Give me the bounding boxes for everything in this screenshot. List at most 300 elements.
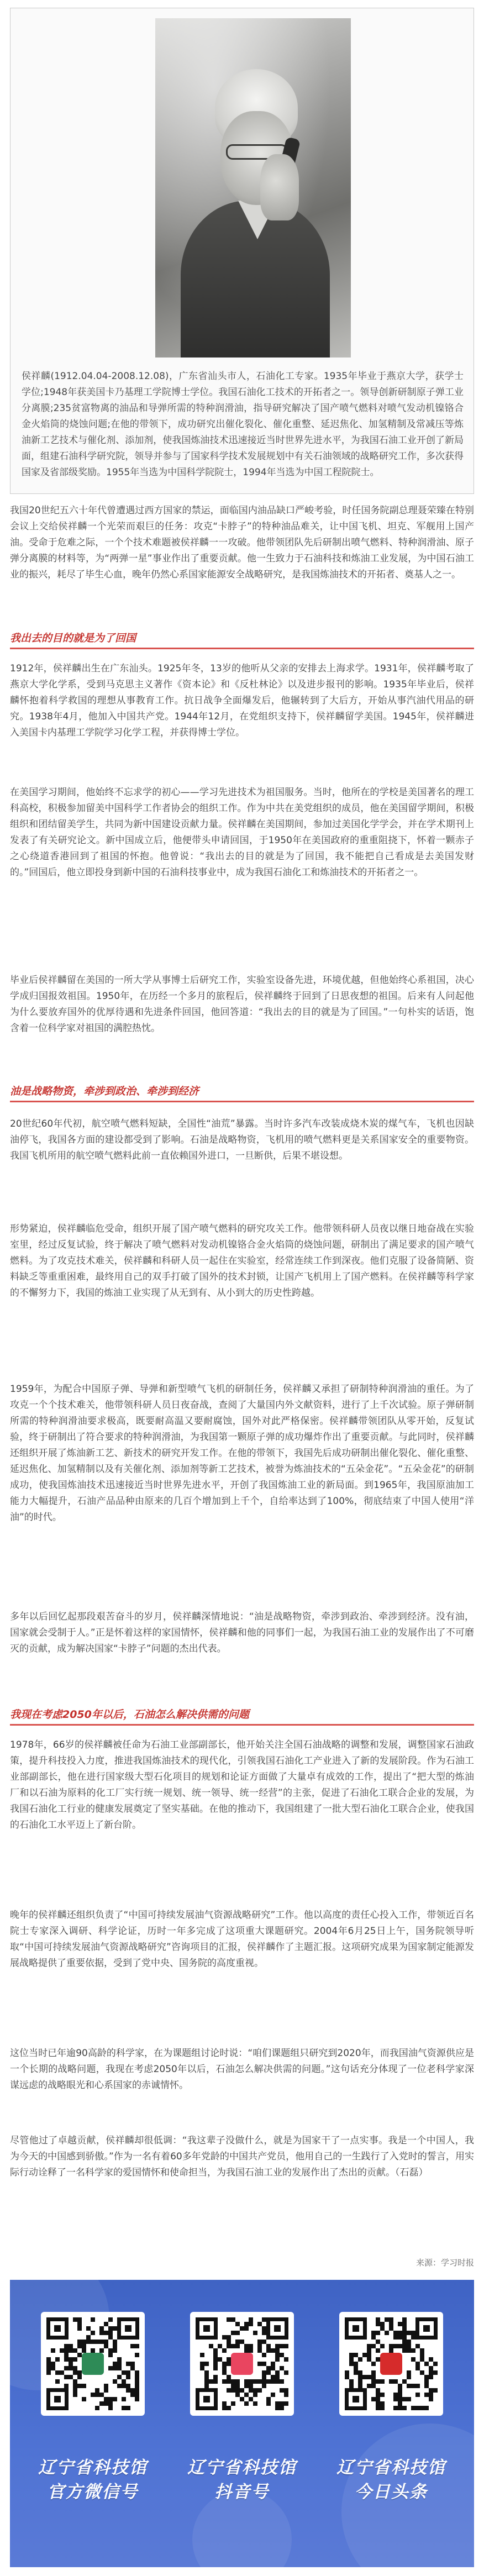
qr-module [284, 2401, 288, 2406]
qr-module [280, 2353, 284, 2357]
qr-module [77, 2326, 82, 2331]
qr-module [280, 2379, 284, 2384]
qr-module [433, 2370, 438, 2375]
qr-module [358, 2357, 362, 2362]
qr-module [64, 2353, 69, 2357]
qr-module [402, 2379, 407, 2384]
qr-center-logo-icon [82, 2353, 104, 2375]
qr-module [411, 2406, 415, 2410]
qr-module [393, 2335, 398, 2340]
qr-module [99, 2348, 104, 2353]
qr-module [108, 2353, 113, 2357]
qr-module [227, 2340, 231, 2344]
qr-module [64, 2348, 69, 2353]
qr-module [402, 2322, 407, 2326]
qr-module [218, 2357, 222, 2362]
qr-module [280, 2406, 284, 2410]
qr-module [402, 2344, 407, 2348]
qr-module [113, 2397, 117, 2401]
qr-module [200, 2362, 204, 2366]
qr-module [218, 2344, 222, 2348]
qr-module [371, 2362, 376, 2366]
qr-module [244, 2384, 249, 2388]
section-2-paragraph-4: 多年以后回忆起那段艰苦奋斗的岁月，侯祥麟深情地说：“油是战略物资，牵涉到政治、牵涉到经济。没有油，国家就会受制于人。”正是怀着这样的家国情怀，侯祥麟和他的同事们一起，为我国石油工业的发展作出了不可磨灭的贡献，成为解决国家“卡脖子”问题的杰出代表。 [10, 1611, 474, 1654]
qr-module [376, 2401, 380, 2406]
qr-module [407, 2397, 411, 2401]
section-1-paragraph-1: 1912年，侯祥麟出生在广东汕头。1925年冬，13岁的他听从父亲的安排去上海求学。1931年，侯祥麟考取了燕京大学化学系，受到马克思主义著作《资本论》和《反杜林论》以及进步报刊的影响。1935年毕业后，侯祥麟怀抱着科学救国的理想从事教育工作。抗日战争全面爆发后，他辗转到了大后方，开始从事汽油代用品的研究。1938年4月，他加入中国共产党。1944年12月，在党组织支持下，侯祥麟留学美国。1945年，侯祥麟进入美国卡内基理工学院学习化学工程，并获得博士学位。 [10, 663, 474, 738]
qr-module [117, 2375, 122, 2379]
qr-module [86, 2326, 91, 2331]
qr-module [222, 2401, 227, 2406]
qr-module [420, 2406, 424, 2410]
qr-module [95, 2388, 99, 2393]
qr-module [253, 2331, 257, 2335]
qr-module [385, 2317, 389, 2322]
qr-module [407, 2384, 411, 2388]
qr-module [371, 2379, 376, 2384]
qr-module [407, 2375, 411, 2379]
qr-module [46, 2362, 51, 2366]
qr-module [266, 2401, 271, 2406]
qr-module [367, 2344, 371, 2348]
qr-module [244, 2401, 249, 2406]
qr-module [122, 2406, 126, 2410]
qr-module [227, 2317, 231, 2322]
qr-module [135, 2379, 139, 2384]
qr-module [262, 2353, 266, 2357]
qr-module [235, 2344, 240, 2348]
qr-module [126, 2362, 130, 2366]
qr-module [104, 2388, 108, 2393]
qr-finder-pattern [196, 2317, 218, 2340]
qr-module [358, 2370, 362, 2375]
qr-module [358, 2375, 362, 2379]
qr-module [200, 2353, 204, 2357]
qr-module [73, 2357, 77, 2362]
qr-module [420, 2353, 424, 2357]
qr-module [117, 2366, 122, 2370]
qr-module [108, 2317, 113, 2322]
qr-module [385, 2331, 389, 2335]
qr-module [411, 2348, 415, 2353]
qr-module [402, 2397, 407, 2401]
qr-module [257, 2344, 262, 2348]
qr-module [55, 2379, 60, 2384]
qr-module [393, 2397, 398, 2401]
qr-module [398, 2384, 402, 2388]
qr-module [380, 2344, 385, 2348]
section-divider-3 [10, 1724, 474, 1726]
qr-module [402, 2331, 407, 2335]
qr-module [209, 2344, 213, 2348]
qr-module [126, 2388, 130, 2393]
qr-code-douyin[interactable] [190, 2312, 294, 2416]
qr-module [99, 2326, 104, 2331]
qr-module [51, 2348, 55, 2353]
qr-module [380, 2406, 385, 2410]
qr-module [113, 2344, 117, 2348]
qr-module [227, 2335, 231, 2340]
qr-module [91, 2348, 95, 2353]
qr-module [117, 2384, 122, 2388]
qr-module [249, 2348, 253, 2353]
qr-module [345, 2370, 349, 2375]
qr-module [393, 2406, 398, 2410]
qr-module [249, 2388, 253, 2393]
qr-module [398, 2331, 402, 2335]
qr-module [104, 2344, 108, 2348]
qr-module [349, 2384, 354, 2388]
qr-module [257, 2340, 262, 2344]
qr-module [231, 2401, 235, 2406]
qr-module [262, 2370, 266, 2375]
qr-module [407, 2340, 411, 2344]
qr-module [402, 2317, 407, 2322]
footer-label-douyin: 辽宁省科技馆 抖音号 [187, 2458, 297, 2502]
qr-module [126, 2370, 130, 2375]
qr-module [135, 2388, 139, 2393]
qr-module [411, 2384, 415, 2388]
qr-module [407, 2370, 411, 2375]
qr-module [367, 2348, 371, 2353]
qr-module [371, 2375, 376, 2379]
qr-module [253, 2388, 257, 2393]
qr-finder-pattern [46, 2388, 69, 2410]
qr-module [244, 2344, 249, 2348]
qr-module [349, 2353, 354, 2357]
qr-module [257, 2362, 262, 2366]
qr-module [249, 2322, 253, 2326]
qr-module [376, 2393, 380, 2397]
section-3-paragraph-4: 尽管他过了卓越贡献，侯祥麟却很低调：“我这辈子没做什么，就是为国家干了一点实事。我是一个中国人，我为今天的中国感到骄傲。”作为一名有着60多年党龄的中国共产党员，他用自己的一生践行了入党时的誓言，用实际行动诠释了一名科学家的爱国情怀和使命担当，为我国石油工业的发展作出了杰出的贡献。（石磊） [10, 2135, 474, 2178]
qr-module [376, 2388, 380, 2393]
qr-finder-pattern [345, 2388, 367, 2410]
qr-module [367, 2353, 371, 2357]
qr-module [398, 2388, 402, 2393]
qr-finder-pattern [266, 2317, 288, 2340]
qr-module [266, 2348, 271, 2353]
qr-finder-pattern [415, 2317, 438, 2340]
section-2-paragraph-3: 1959年，为配合中国原子弹、导弹和新型喷气飞机的研制任务，侯祥麟又承担了研制特种润滑油的重任。为了攻克一个个技术难关，他带领科研人员日夜奋战，查阅了大量国内外文献资料，进行了上千次试验。原子弹研制所需的特种润滑油要求极高，既要耐高温又要耐腐蚀，国外对此严格保密。侯祥麟带领团队从零开始，反复试验，终于研制出了符合要求的特种润滑油，为我国第一颗原子弹的成功爆炸作出了重要贡献。与此同时，侯祥麟还组织开展了炼油新工艺、新技术的研究开发工作。在他的带领下，我国先后成功研制出催化裂化、催化重整、延迟焦化、加氢精制以及有关催化剂、添加剂等新工艺技术，被誉为炼油技术的“五朵金花”。“五朵金花”的研制成功，使我国炼油技术迅速接近当时世界先进水平，开创了我国炼油工业的新局面。到1965年，我国原油加工能力大幅提升，石油产品品种由原来的几百个增加到上千个，自给率达到了100%，彻底结束了中国人使用“洋油”的时代。 [10, 1384, 474, 1523]
qr-module [389, 2326, 393, 2331]
qr-module [354, 2362, 358, 2366]
qr-module [240, 2388, 244, 2393]
qr-module [86, 2335, 91, 2340]
qr-module [398, 2344, 402, 2348]
qr-module [204, 2370, 209, 2375]
qr-module [46, 2357, 51, 2362]
qr-module [424, 2393, 429, 2397]
qr-module [275, 2348, 280, 2353]
qr-module [82, 2397, 86, 2401]
qr-module [415, 2366, 420, 2370]
portrait-photo [155, 18, 351, 358]
qr-module [222, 2366, 227, 2370]
qr-module [130, 2362, 135, 2366]
section-2-paragraph-2: 形势紧迫，侯祥麟临危受命，组织开展了国产喷气燃料的研究攻关工作。他带领科研人员夜以继日地奋战在实验室里，经过反复试验，终于解决了喷气燃料对发动机镍铬合金火焰筒的烧蚀问题，研制出了满足要求的国产喷气燃料。为了攻克技术难关，侯祥麟和科研人员一起住在实验室，经常连续工作到深夜。他们克服了设备简陋、资料缺乏等重重困难，最终用自己的双手打破了国外的技术封锁，让国产飞机用上了国产燃料。在侯祥麟等科学家的不懈努力下，我国的炼油工业实现了从无到有、从小到大的历史性跨越。 [10, 1223, 474, 1298]
qr-module [130, 2388, 135, 2393]
qr-module [433, 2362, 438, 2366]
qr-module [424, 2384, 429, 2388]
qr-module [433, 2388, 438, 2393]
qr-module [420, 2357, 424, 2362]
qr-module [407, 2348, 411, 2353]
qr-module [55, 2357, 60, 2362]
qr-center-logo-icon [380, 2353, 402, 2375]
qr-module [380, 2379, 385, 2384]
qr-module [415, 2344, 420, 2348]
qr-module [376, 2322, 380, 2326]
qr-module [398, 2335, 402, 2340]
qr-module [429, 2397, 433, 2401]
qr-module [407, 2344, 411, 2348]
qr-module [77, 2384, 82, 2388]
qr-module [213, 2362, 218, 2366]
qr-module [354, 2366, 358, 2370]
qr-module [411, 2357, 415, 2362]
qr-module [77, 2375, 82, 2379]
qr-module [104, 2331, 108, 2335]
qr-module [227, 2357, 231, 2362]
qr-module [130, 2366, 135, 2370]
section-title-1: 我出去的目的就是为了回国 [10, 632, 136, 644]
qr-module [376, 2379, 380, 2384]
qr-module [380, 2322, 385, 2326]
qr-module [60, 2348, 64, 2353]
qr-module [275, 2379, 280, 2384]
qr-module [231, 2379, 235, 2384]
qr-module [244, 2379, 249, 2384]
qr-module [108, 2331, 113, 2335]
qr-module [104, 2340, 108, 2344]
qr-module [204, 2375, 209, 2379]
qr-code-wechat[interactable] [41, 2312, 145, 2416]
qr-module [411, 2331, 415, 2335]
qr-module [99, 2331, 104, 2335]
qr-module [262, 2340, 266, 2344]
qr-module [227, 2362, 231, 2366]
footer-label-wechat: 辽宁省科技馆 官方微信号 [38, 2458, 148, 2502]
qr-module [113, 2362, 117, 2366]
qr-module [367, 2375, 371, 2379]
qr-module [262, 2326, 266, 2331]
qr-module [424, 2362, 429, 2366]
qr-module [135, 2384, 139, 2388]
qr-module [231, 2388, 235, 2393]
qr-module [284, 2393, 288, 2397]
qr-module [135, 2375, 139, 2379]
qr-module [227, 2406, 231, 2410]
qr-module [257, 2388, 262, 2393]
profile-card [10, 8, 474, 494]
qr-module [122, 2370, 126, 2375]
section-divider-2 [10, 1101, 474, 1102]
qr-module [235, 2379, 240, 2384]
qr-module [135, 2344, 139, 2348]
qr-module [249, 2379, 253, 2384]
qr-module [69, 2348, 73, 2353]
qr-module [415, 2393, 420, 2397]
qr-module [411, 2335, 415, 2340]
qr-module [82, 2344, 86, 2348]
qr-module [284, 2357, 288, 2362]
qr-module [266, 2397, 271, 2401]
qr-module [235, 2384, 240, 2388]
qr-module [371, 2370, 376, 2375]
qr-module [415, 2362, 420, 2366]
qr-module [398, 2406, 402, 2410]
qr-module [262, 2317, 266, 2322]
qr-module [376, 2348, 380, 2353]
qr-module [275, 2375, 280, 2379]
qr-module [104, 2322, 108, 2326]
qr-module [113, 2366, 117, 2370]
qr-module [362, 2375, 367, 2379]
qr-module [64, 2384, 69, 2388]
qr-module [362, 2353, 367, 2357]
section-1-paragraph-2: 在美国学习期间，他始终不忘求学的初心——学习先进技术为祖国服务。当时，他所在的学校是美国著名的理工科高校，积极参加留美中国科学工作者协会的组织工作。作为中共在美党组织的成员，他在美国留学期间，积极组织和团结留美学生，共同为新中国建设贡献力量。侯祥麟在美国期间，参加过美国化学学会，并在学术期刊上发表了有关研究论文。新中国成立后，他便带头申请回国，于1950年在美国政府的重重阻挠下，怀着一颗赤子之心绕道香港回到了祖国的怀抱。他曾说：“我出去的目的就是为了回国，我不能把自己看成是去美国发财的。”回国后，他立即投身到新中国的石油科技事业中，成为我国石油化工和炼油技术的开拓者之一。 [10, 787, 474, 878]
qr-module [429, 2366, 433, 2370]
qr-module [91, 2340, 95, 2344]
qr-module [113, 2379, 117, 2384]
qr-module [266, 2366, 271, 2370]
qr-module [389, 2348, 393, 2353]
qr-module [402, 2348, 407, 2353]
qr-module [104, 2401, 108, 2406]
qr-module [345, 2375, 349, 2379]
qr-module [77, 2322, 82, 2326]
qr-module [271, 2393, 275, 2397]
qr-module [257, 2379, 262, 2384]
qr-module [73, 2366, 77, 2370]
qr-module [380, 2401, 385, 2406]
qr-module [231, 2344, 235, 2348]
qr-module [227, 2375, 231, 2379]
qr-module [213, 2366, 218, 2370]
qr-module [262, 2375, 266, 2379]
qr-module [113, 2348, 117, 2353]
qr-module [86, 2340, 91, 2344]
qr-module [266, 2379, 271, 2384]
qr-module [376, 2340, 380, 2344]
qr-module [262, 2331, 266, 2335]
qr-module [69, 2357, 73, 2362]
qr-module [240, 2397, 244, 2401]
qr-module [420, 2370, 424, 2375]
qr-module [275, 2406, 280, 2410]
qr-module [367, 2357, 371, 2362]
intro-paragraph: 我国20世纪五六十年代曾遭遇过西方国家的禁运，面临国内油品缺口严峻考验，时任国务院副总理聂荣臻在特别会议上交给侯祥麟一个光荣而艰巨的任务：攻克“卡脖子”的特种油品难关，让中国飞机、坦克、军舰用上国产油。受命于危难之际，一个个技术难题被侯祥麟一一攻破。他带领团队先后研制出喷气燃料、特种润滑油、原子弹分离膜的材料等，为“两弹一星”事业作出了重要贡献。他一生致力于石油科技和炼油工业发展，为中国石油工业的振兴，耗尽了毕生心血，晚年仍然心系国家能源安全战略研究，是我国炼油技术的开拓者、奠基人之一。 [10, 505, 474, 580]
section-1-paragraph-3: 毕业后侯祥麟留在美国的一所大学从事博士后研究工作，实验室设备先进，环境优越，但他始终心系祖国，决心学成归国报效祖国。1950年，在历经一个多月的旅程后，侯祥麟终于回到了日思夜想的祖国。后来有人问起他为什么要放弃国外的优厚待遇和先进条件回国，他回答道：“我出去的目的就是为了回国。”一句朴实的话语，饱含着一位科学家对祖国的满腔热忱。 [10, 975, 474, 1034]
qr-module [376, 2317, 380, 2322]
qr-module [95, 2340, 99, 2344]
qr-module [262, 2379, 266, 2384]
qr-module [204, 2384, 209, 2388]
qr-module [244, 2322, 249, 2326]
qr-module [204, 2379, 209, 2384]
qr-module [376, 2406, 380, 2410]
qr-module [64, 2366, 69, 2370]
qr-module [389, 2322, 393, 2326]
qr-module [280, 2401, 284, 2406]
qr-module [257, 2322, 262, 2326]
qr-module [235, 2322, 240, 2326]
qr-module [213, 2348, 218, 2353]
qr-module [253, 2393, 257, 2397]
qr-module [73, 2317, 77, 2322]
qr-module [429, 2375, 433, 2379]
qr-module [271, 2375, 275, 2379]
qr-center-logo-icon [231, 2353, 253, 2375]
qr-module [402, 2340, 407, 2344]
qr-module [402, 2326, 407, 2331]
qr-module [371, 2344, 376, 2348]
qr-module [429, 2370, 433, 2375]
qr-module [82, 2384, 86, 2388]
qr-module [227, 2344, 231, 2348]
qr-code-toutiao[interactable] [339, 2312, 443, 2416]
qr-module [367, 2384, 371, 2388]
qr-module [244, 2348, 249, 2353]
qr-module [275, 2370, 280, 2375]
qr-module [371, 2384, 376, 2388]
qr-finder-pattern [46, 2317, 69, 2340]
qr-module [244, 2326, 249, 2331]
qr-module [69, 2366, 73, 2370]
qr-module [424, 2406, 429, 2410]
qr-module [262, 2384, 266, 2388]
qr-module [271, 2362, 275, 2366]
qr-module [60, 2370, 64, 2375]
qr-module [358, 2379, 362, 2384]
section-2-paragraph-1: 20世纪60年代初，航空喷气燃料短缺，全国性“油荒”暴露。当时许多汽车改装成烧木炭的煤气车，飞机也因缺油停飞，我国各方面的建设都受到了影响。石油是战略物资，飞机用的喷气燃料更是关系国家安全的重要物资。我国飞机所用的航空喷气燃料此前一直依赖国外进口，一旦断供，后果不堪设想。 [10, 1118, 474, 1161]
qr-module [231, 2384, 235, 2388]
qr-module [249, 2317, 253, 2322]
qr-module [122, 2397, 126, 2401]
qr-module [376, 2357, 380, 2362]
qr-module [349, 2379, 354, 2384]
qr-module [266, 2370, 271, 2375]
qr-finder-pattern [345, 2317, 367, 2340]
qr-module [222, 2335, 227, 2340]
qr-module [393, 2393, 398, 2397]
footer-banner [10, 2280, 474, 2567]
profile-caption: 侯祥麟(1912.04.04-2008.12.08)，广东省汕头市人，石油化工专家。1935年毕业于燕京大学，获学士学位;1948年获美国卡乃基理工学院博士学位。我国石油化工技术的开拓者之一。领导创新研制原子弹工业分离膜;235贫富物离的油品和导弹所需的特种润滑油，指导研究解决了国产喷气燃料对喷气发动机镍铬合金火焰筒的烧蚀问题;在他的带领下，成功研究出催化裂化、催化重整、延迟焦化、加氢精制及常减压等炼油新工艺技术与催化剂、添加剂，使我国炼油技术迅速接近当时世界先进水平，为我国石油工业开创了新局面，组建石油科学研究院，领导并参与了国家科学技术发展规划中有关石油领域的战略研究工作，多次获得国家及省部级奖励。1955年当选为中国科学院院士，1994年当选为中国工程院院士。 [22, 371, 464, 478]
qr-module [429, 2357, 433, 2362]
qr-module [213, 2375, 218, 2379]
qr-module [354, 2370, 358, 2375]
qr-module [108, 2366, 113, 2370]
qr-module [271, 2379, 275, 2384]
qr-module [222, 2406, 227, 2410]
qr-module [104, 2397, 108, 2401]
qr-module [91, 2393, 95, 2397]
qr-module [213, 2357, 218, 2362]
qr-module [275, 2353, 280, 2357]
qr-module [113, 2326, 117, 2331]
section-title-3: 我现在考虑2050年以后，石油怎么解决供需的问题 [10, 1708, 249, 1721]
qr-module [222, 2379, 227, 2384]
qr-module [235, 2388, 240, 2393]
qr-module [104, 2384, 108, 2388]
qr-module [280, 2344, 284, 2348]
qr-module [73, 2388, 77, 2393]
qr-module [51, 2366, 55, 2370]
qr-module [284, 2344, 288, 2348]
footer-label-toutiao: 辽宁省科技馆 今日头条 [336, 2458, 446, 2502]
qr-module [231, 2331, 235, 2335]
qr-module [424, 2375, 429, 2379]
